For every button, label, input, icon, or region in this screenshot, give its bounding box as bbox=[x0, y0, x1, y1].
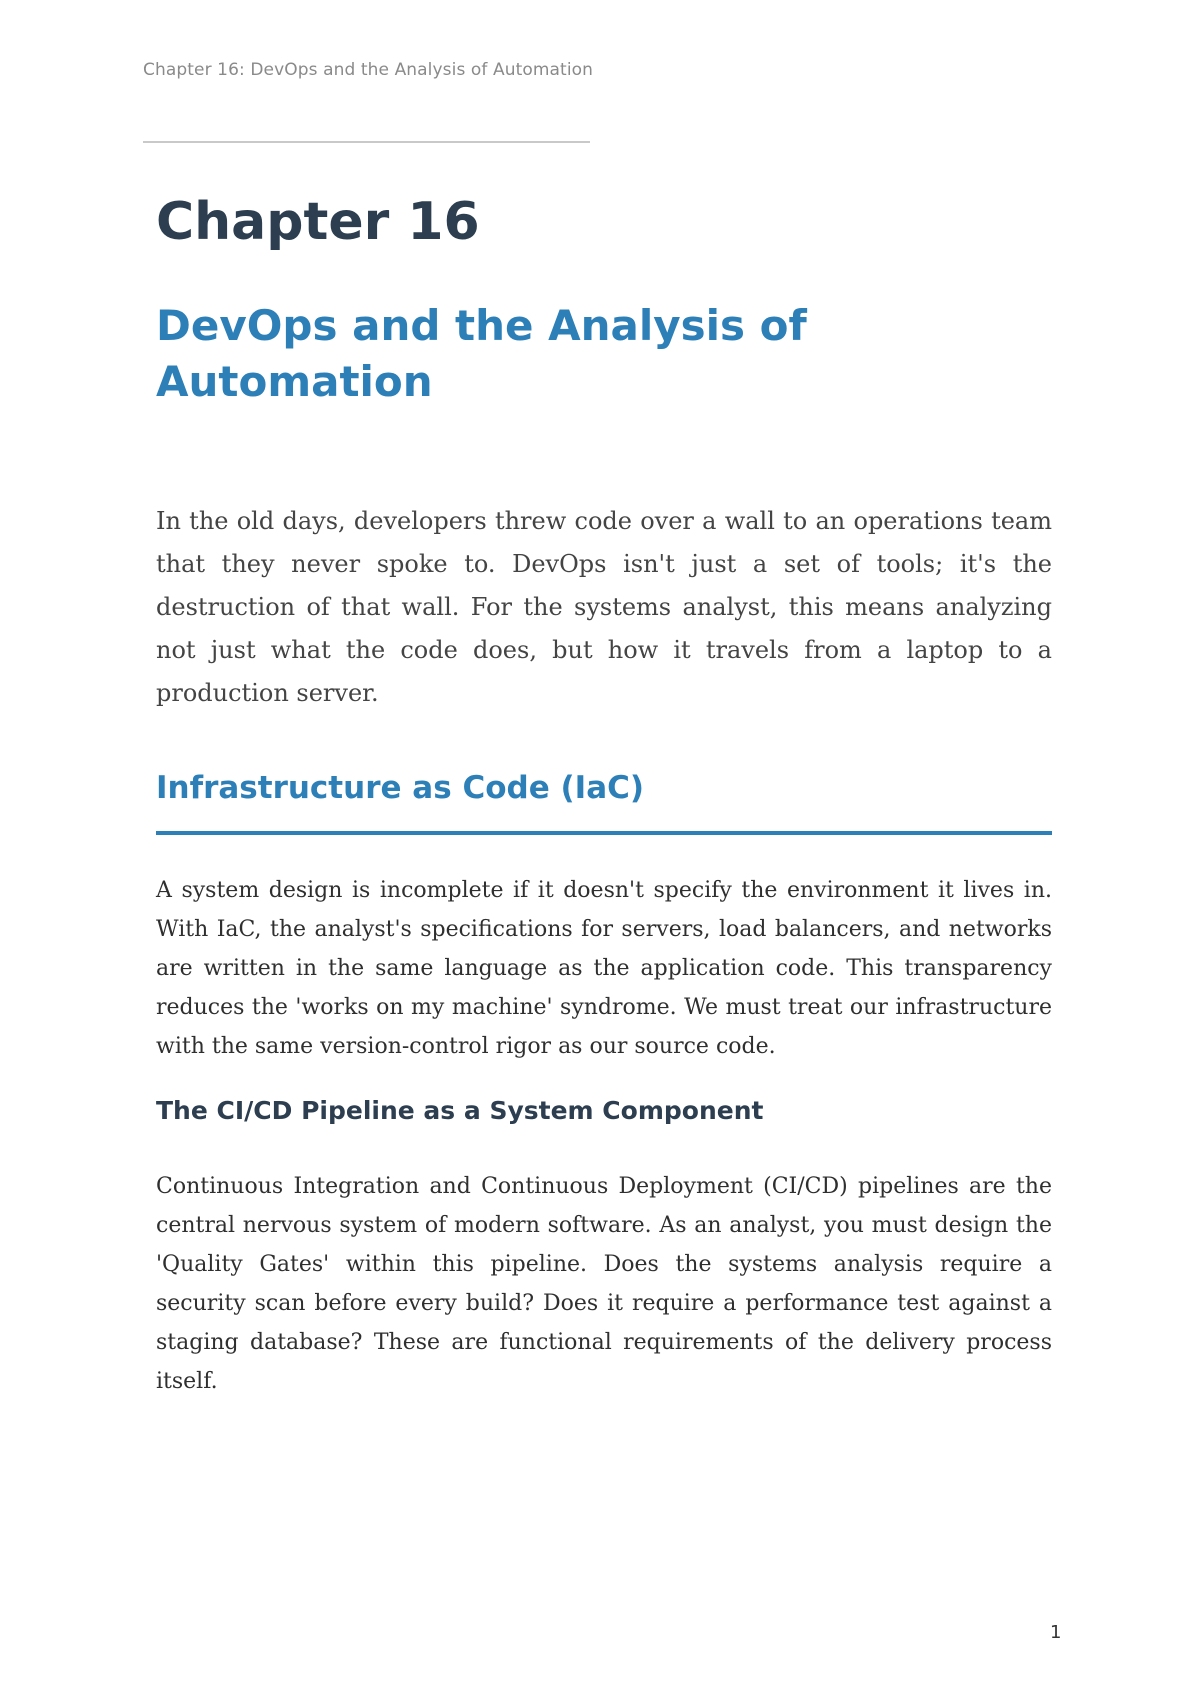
chapter-number: Chapter 16 bbox=[156, 192, 480, 252]
running-header: Chapter 16: DevOps and the Analysis of Automation bbox=[143, 60, 594, 80]
intro-paragraph: In the old days, developers threw code over a wall to an operations team that they never spoke to. DevOps isn't just a set of tools; it's the destruction of that wall. For the systems analyst, this means analyzing not just what the code does, but how it travels from a laptop to a production server. bbox=[156, 507, 1052, 707]
cicd-paragraph: Continuous Integration and Continuous Deployment (CI/CD) pipelines are the central nervous system of modern software. As an analyst, you must design the 'Quality Gates' within this pipeline. Does the systems analysis require a security scan before every build? Does it require a performance test against a staging database? These are functional requirements of the delivery process itself. bbox=[156, 1174, 1052, 1394]
chapter-title-line-2: Automation bbox=[156, 357, 433, 406]
section-heading-cicd: The CI/CD Pipeline as a System Component bbox=[156, 1096, 764, 1125]
iac-paragraph: A system design is incomplete if it doesn't specify the environment it lives in. With IaC, the analyst's specifications for servers, load balancers, and networks are written in the same language as the application code. This transparency reduces the 'works on my machine' syndrome. We must treat our infrastructure with the same version-control rigor as our source code. bbox=[156, 878, 1052, 1059]
chapter-title bbox=[156, 298, 1056, 410]
header-divider bbox=[143, 141, 590, 143]
section-divider bbox=[156, 831, 1052, 835]
section-heading-iac: Infrastructure as Code (IaC) bbox=[156, 770, 645, 806]
page-number: 1 bbox=[1050, 1622, 1062, 1643]
chapter-title-line-1: DevOps and the Analysis of bbox=[156, 301, 807, 350]
